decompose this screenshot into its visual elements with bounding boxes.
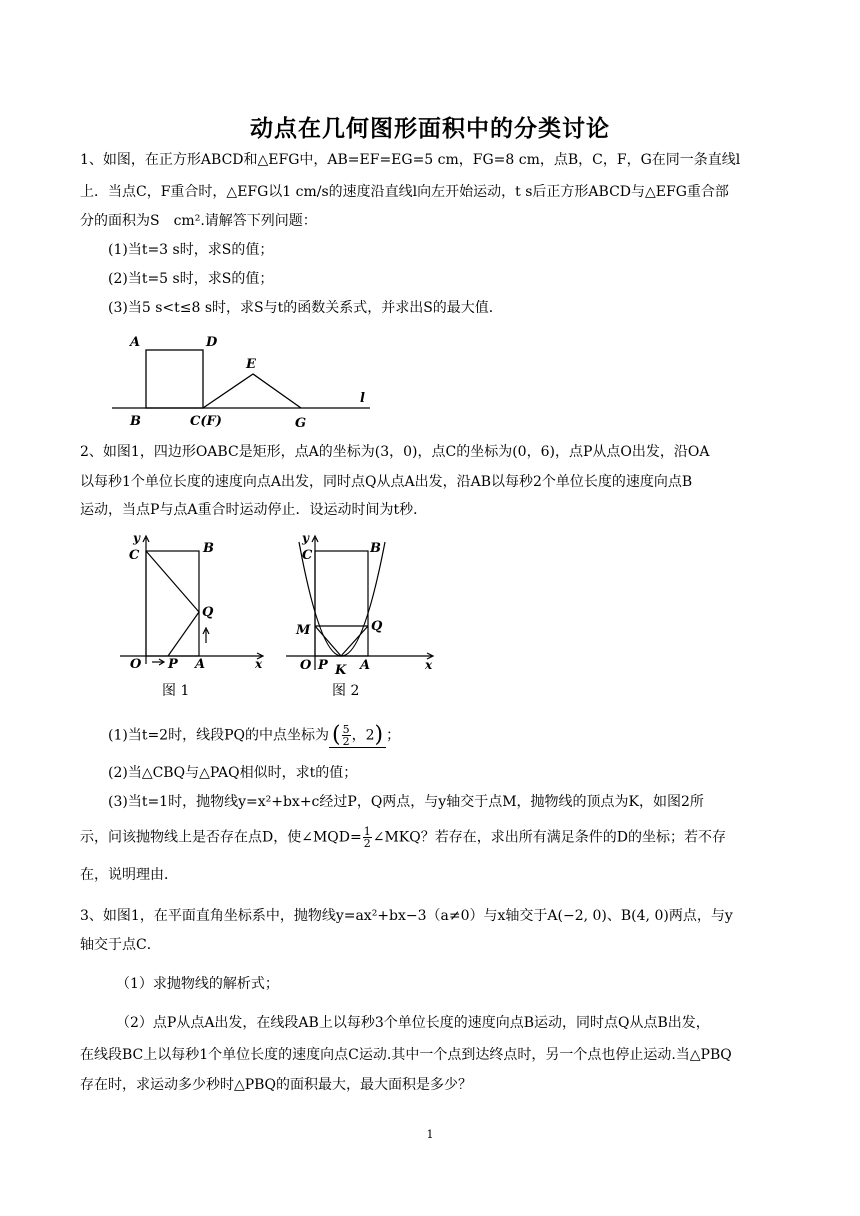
label-P: P	[318, 658, 328, 673]
label-O: O	[300, 658, 312, 673]
segment-pq	[168, 612, 199, 656]
triangle-efg	[203, 374, 301, 408]
problem2-question3-line1: (3)当t=1时，抛物线y=x²+bx+c经过P，Q两点，与y轴交于点M，抛物线的顶点为K，如图2所	[108, 794, 704, 810]
label-A: A	[360, 658, 371, 673]
problem2-figure2	[282, 530, 442, 690]
label-C: C	[302, 548, 313, 563]
problem2-question3-line2: 示，问该抛物线上是否存在点D，使∠MQD= $\frac{1}{2}$ ∠MKQ？若存在，求出所有满足条件的D的坐标；若不存	[80, 825, 726, 850]
label-G: G	[295, 416, 307, 431]
label-x: x	[425, 658, 433, 672]
figure2-caption: 图 2	[332, 683, 360, 699]
problem2-line2: 以每秒1个单位长度的速度向点A出发，同时点Q从点A出发，沿AB以每秒2个单位长度的速度向点B	[80, 474, 693, 490]
segment-cq	[146, 551, 199, 612]
problem1-figure	[108, 328, 388, 433]
label-P: P	[168, 657, 178, 672]
problem2-question3-line3: 在，说明理由．	[80, 867, 178, 883]
problem1-line3: 分的面积为S cm².请解答下列问题：	[80, 213, 317, 229]
label-K: K	[335, 663, 347, 678]
label-O: O	[130, 657, 142, 672]
question1-answer: ( $\frac{5}{2}$ ，2)	[329, 724, 386, 748]
label-CF: C(F)	[190, 414, 222, 429]
segment-mkq	[315, 626, 368, 656]
label-A: A	[130, 335, 141, 350]
question1-prefix: (1)当t=2时，线段PQ的中点坐标为	[108, 727, 329, 744]
problem1-question3: (3)当5 s<t≤8 s时，求S与t的函数关系式，并求出S的最大值．	[108, 300, 503, 316]
problem1-question1: (1)当t=3 s时，求S的值；	[108, 242, 274, 258]
label-C: C	[129, 548, 140, 563]
label-B: B	[203, 541, 214, 556]
label-l: l	[360, 391, 365, 406]
problem3-question2-line2: 在线段BC上以每秒1个单位长度的速度向点C运动.其中一个点到达终点时，另一个点也停止运动.当△PBQ	[80, 1047, 732, 1063]
figure1-caption: 图 1	[162, 683, 190, 699]
problem1-line2: 上．当点C，F重合时，△EFG以1 cm/s的速度沿直线l向左开始运动，t s后正方形ABCD与△EFG重合部	[80, 184, 729, 200]
label-D: D	[206, 335, 218, 350]
page-number: 1	[426, 1128, 434, 1141]
label-x: x	[255, 657, 263, 671]
label-y: y	[133, 531, 140, 545]
problem2-figure1	[112, 530, 272, 675]
problem3-question1: （1）求抛物线的解析式；	[116, 976, 279, 992]
label-Q: Q	[371, 619, 383, 634]
label-E: E	[246, 357, 256, 372]
label-M: M	[296, 623, 311, 638]
problem3-line2: 轴交于点C．	[80, 937, 161, 953]
label-B: B	[370, 541, 381, 556]
problem2-line3: 运动，当点P与点A重合时运动停止．设运动时间为t秒．	[80, 502, 428, 518]
problem1-line1: 1、如图，在正方形ABCD和△EFG中，AB=EF=EG=5 cm，FG=8 cm，点B，C，F，G在同一条直线l	[80, 152, 741, 168]
question1-suffix: ；	[386, 727, 401, 744]
half-fraction: $\frac{1}{2}$	[363, 825, 371, 850]
problem3-question2-line3: 存在时，求运动多少秒时△PBQ的面积最大，最大面积是多少？	[80, 1077, 472, 1093]
problem2-question1	[108, 724, 400, 748]
label-y: y	[302, 531, 309, 545]
problem2-question2: (2)当△CBQ与△PAQ相似时，求t的值；	[108, 765, 358, 781]
problem1-question2: (2)当t=5 s时，求S的值；	[108, 271, 274, 287]
label-Q: Q	[202, 605, 214, 620]
label-B: B	[130, 414, 141, 429]
answer-fraction: $\frac{5}{2}$	[342, 723, 350, 748]
square-abcd	[146, 350, 203, 408]
rectangle-oabc	[315, 551, 368, 656]
page-title: 动点在几何图形面积中的分类讨论	[250, 116, 610, 142]
label-A: A	[195, 657, 206, 672]
problem3-line1: 3、如图1，在平面直角坐标系中，抛物线y=ax²+bx−3（a≠0）与x轴交于A(−2, 0)、B(4, 0)两点，与y	[80, 908, 733, 924]
problem2-line1: 2、如图1，四边形OABC是矩形，点A的坐标为(3，0)，点C的坐标为(0，6)，点P从点O出发，沿OA	[80, 444, 710, 460]
problem3-question2-line1: （2）点P从点A出发，在线段AB上以每秒3个单位长度的速度向点B运动，同时点Q从点B出发，	[116, 1015, 710, 1031]
